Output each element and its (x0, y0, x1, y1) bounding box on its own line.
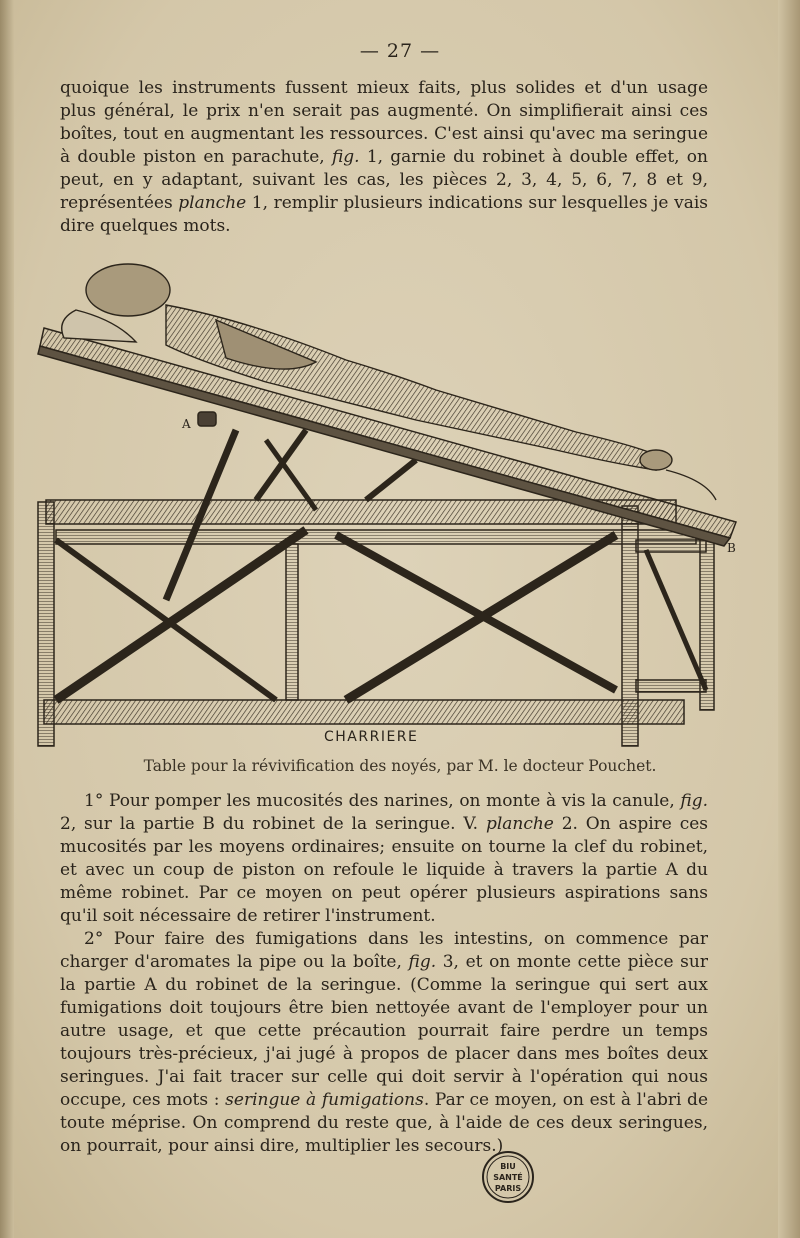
label-a: A (182, 417, 191, 431)
stamp-line-2: SANTÉ (493, 1173, 523, 1182)
stamp-line-1: BIU (500, 1162, 516, 1171)
text-segment: 2. On aspire ces mucosités par les moyens ordinaires; ensuite on tourne la clef du robinet, et avec un coup de piston on refoule le liquide à travers la partie A du même robinet. Par ce moyen on peut opérer plusieurs aspirations sans qu'il soit nécessaire de retirer l'instrument. (60, 814, 708, 926)
text-segment: 2, sur la partie B du robinet de la seringue. V. (60, 814, 486, 834)
text-segment: . Par ce moyen, on est à l'abri de toute méprise. On comprend du reste que, à l'aide de ces deux seringues, on pourrait, pour ainsi dire, multiplier les secours.) (60, 1090, 709, 1156)
table-frame (38, 430, 714, 746)
stamp-line-3: PARIS (494, 1184, 522, 1193)
text-segment: 1° Pour pomper les mucosités des narines, on monte à vis la canule, (84, 791, 681, 811)
label-b: B (727, 541, 736, 555)
page-left-edge (0, 0, 14, 1238)
italic-seringue: seringue à fumigations (225, 1090, 424, 1110)
paragraph-intro (60, 77, 708, 238)
italic-planche: planche (178, 193, 247, 213)
italic-fig: fig. (331, 147, 360, 167)
italic-fig: fig. (408, 952, 437, 972)
italic-planche: planche (485, 814, 554, 834)
figure-caption: Table pour la révivification des noyés, par M. le docteur Pouchet. (143, 757, 657, 775)
text-segment: 1, garnie du robinet à double effet, on peut, en y adaptant, suivant les cas, les pièces 2, 3, 4, 5, 6, 7, 8 et 9, représentées (60, 147, 708, 213)
engraving-illustration (16, 250, 756, 750)
paragraph-step-2 (60, 928, 708, 1158)
table-label: CHARRIERE (324, 729, 419, 745)
text-segment: quoique les instruments fussent mieux faits, plus solides et d'un usage plus général, le prix n'en serait pas augmenté. On simplifierait ainsi ces boîtes, tout en augmentant les ressources. C'est ainsi qu'avec ma seringue à double piston en parachute, (60, 78, 708, 167)
page-right-edge (778, 0, 800, 1238)
italic-fig: fig. (680, 791, 708, 811)
page-number: — 27 — (359, 40, 441, 62)
text-segment: 1, remplir plusieurs indications sur lesquelles je vais dire quelques mots. (60, 193, 708, 236)
paragraph-step-1 (60, 790, 708, 928)
text-segment: 2° Pour faire des fumigations dans les intestins, on commence par charger d'aromates la pipe ou la boîte, (60, 929, 708, 972)
text-segment: 3, et on monte cette pièce sur la partie A du robinet de la seringue. (Comme la seringue qui sert aux fumigations doit toujours être bien nettoyée avant de l'employer pour un autre usage, et que cette précaution pourrait faire perdre un temps toujours très-précieux, j'ai jugé à propos de placer dans mes boîtes deux seringues. J'ai fait tracer sur celle qui doit servir à l'opération qui nous occupe, ces mots : (60, 952, 708, 1110)
library-stamp (481, 1150, 535, 1204)
